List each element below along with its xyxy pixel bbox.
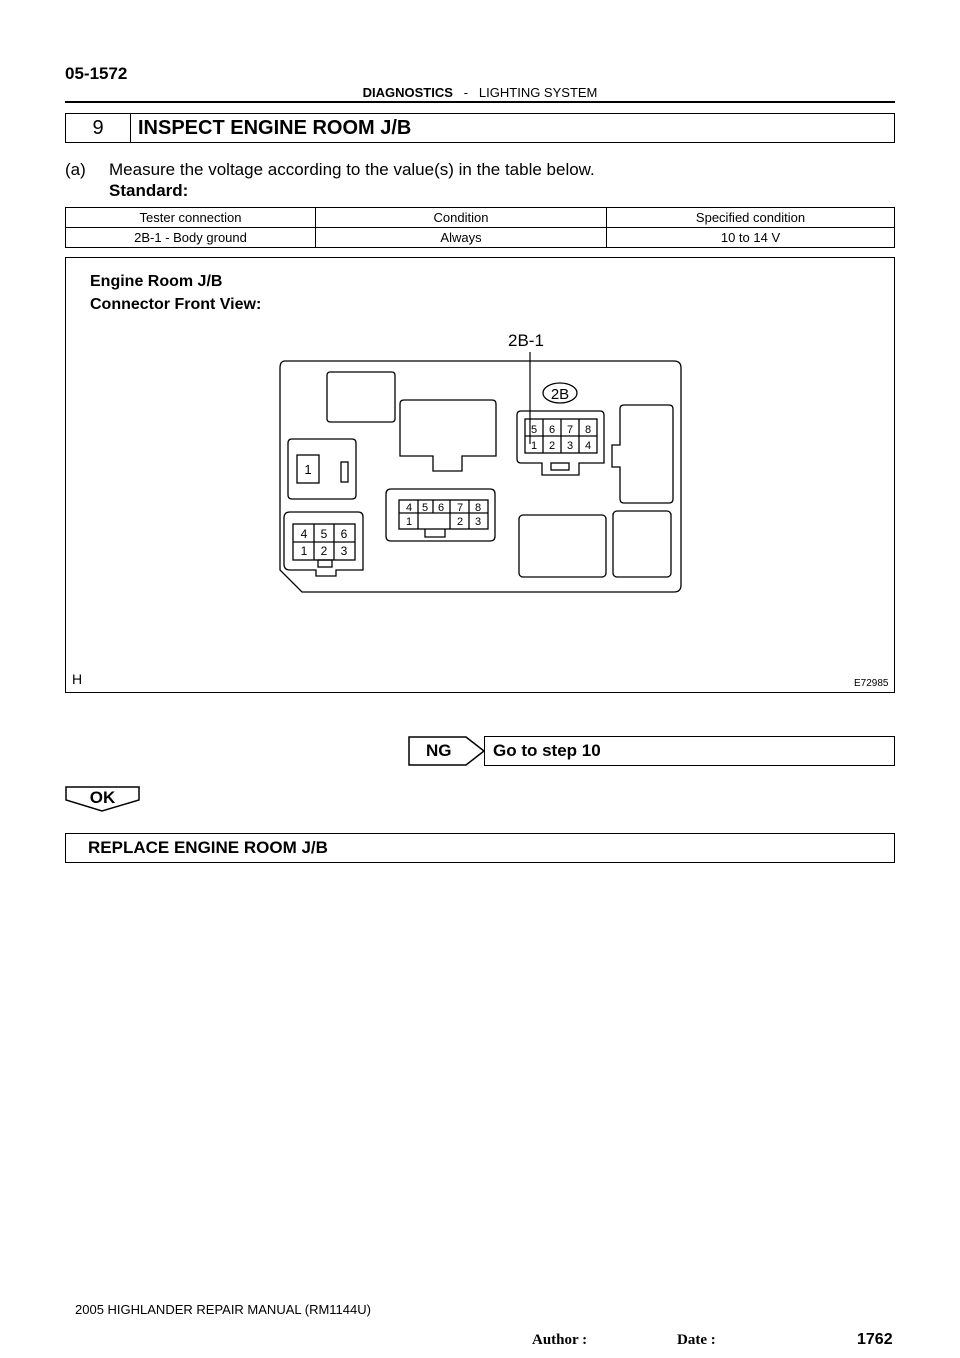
footer-author-label: Author : (532, 1332, 588, 1348)
pin-label: 1 (304, 462, 312, 477)
figure-caption-line1: Engine Room J/B (90, 273, 223, 290)
single-pin-connector (288, 439, 356, 499)
pin-label: 8 (584, 424, 592, 436)
pin-label: 5 (421, 502, 429, 514)
pin-label: 6 (437, 502, 445, 514)
pin-label: 5 (320, 527, 328, 541)
page-code: 05-1572 (65, 64, 128, 83)
pin-label: 6 (548, 424, 556, 436)
subsection-name: LIGHTING SYSTEM (478, 85, 598, 100)
replace-action-box (65, 833, 895, 863)
figure-caption-line2: Connector Front View: (90, 296, 262, 313)
relay-block (612, 405, 673, 503)
badge-label: 2B (550, 386, 570, 403)
footer-page-number: 1762 (857, 1331, 893, 1348)
figure-id: E72985 (854, 678, 889, 689)
pin-label: 1 (405, 516, 413, 528)
mid-eight-pin-connector (386, 489, 495, 541)
instruction-text: Measure the voltage according to the value(s) in the table below. (109, 160, 595, 179)
pin-label: 2 (548, 440, 556, 452)
ok-label: OK (89, 788, 116, 807)
standard-label: Standard: (109, 181, 189, 200)
step-title: INSPECT ENGINE ROOM J/B (138, 117, 412, 139)
pin-label: 7 (566, 424, 574, 436)
relay-block (400, 400, 496, 471)
replace-action-text: REPLACE ENGINE ROOM J/B (88, 838, 328, 857)
pin-label: 2 (456, 516, 464, 528)
pin-label: 2 (320, 544, 328, 558)
ng-action-box (484, 736, 895, 766)
section-name: DIAGNOSTICS (362, 85, 453, 100)
pin-label: 6 (340, 527, 348, 541)
relay-block (327, 372, 395, 422)
table-cell: 10 to 14 V (607, 228, 895, 248)
ng-action-text: Go to step 10 (493, 741, 601, 760)
table-cell: 2B-1 - Body ground (66, 228, 316, 248)
step-number: 9 (66, 114, 131, 142)
pin-label: 8 (474, 502, 482, 514)
table-header-cell: Condition (316, 208, 607, 228)
pin-label: 4 (405, 502, 413, 514)
pin-label: 1 (530, 440, 538, 452)
table-cell: Always (316, 228, 607, 248)
callout-label: 2B-1 (508, 331, 544, 350)
relay-block (613, 511, 671, 577)
pin-label: 3 (566, 440, 574, 452)
section-separator: - (463, 85, 469, 100)
pin-label: 5 (530, 424, 538, 436)
figure-corner-mark: H (72, 671, 83, 687)
pin-label: 1 (300, 544, 308, 558)
instruction-label: (a) (65, 160, 86, 179)
footer-date-label: Date : (677, 1332, 716, 1348)
pin-label: 4 (584, 440, 592, 452)
table-header-cell: Tester connection (66, 208, 316, 228)
footer-manual: 2005 HIGHLANDER REPAIR MANUAL (RM1144U) (75, 1302, 371, 1317)
pin-label: 7 (456, 502, 464, 514)
table-header-cell: Specified condition (607, 208, 895, 228)
pin-label: 3 (340, 544, 348, 558)
ng-label: NG (426, 741, 452, 760)
pin-label: 4 (300, 527, 308, 541)
relay-block (519, 515, 606, 577)
pin-label: 3 (474, 516, 482, 528)
